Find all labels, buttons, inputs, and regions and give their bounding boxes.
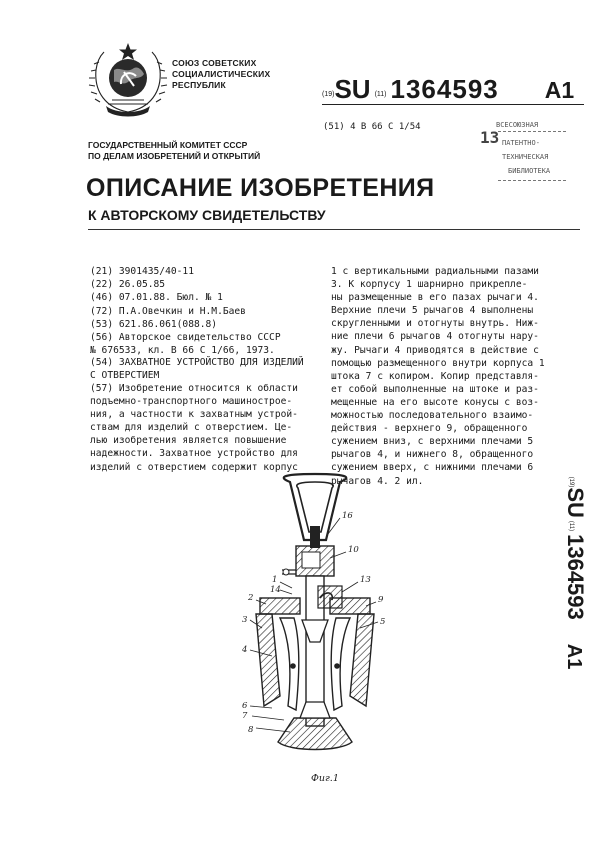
abstract-line: ствам для изделий с отверстием. Це- [90,422,293,434]
country-line-1: СОЮЗ СОВЕТСКИХ [172,58,257,68]
abstract-line: 3. К корпусу 1 шарнирно прикрепле- [331,279,528,291]
ussr-emblem [88,40,168,118]
fig-label-13: 13 [360,575,371,585]
abstract-line: сужением вниз, с верхними плечами 5 [331,436,534,448]
patent-number-line [322,74,574,105]
abstract-left-column [90,382,298,474]
abstract-line: подъемно-транспортного машинострое- [90,396,293,408]
biblio-line: (46) 07.01.88. Бюл. № 1 [90,292,223,304]
document-title: ОПИСАНИЕ ИЗОБРЕТЕНИЯ [86,174,435,202]
patent-number: 1364593 [390,74,499,104]
kind-code: A1 [544,77,575,103]
country-line-3: РЕСПУБЛИК [172,80,226,90]
biblio-line: (21) 3901435/40-11 [90,266,194,277]
abstract-line: жу. Рычаги 4 приводятся в действие с [331,344,539,356]
abstract-line: рычагов 4. 2 ил. [331,475,424,487]
fig-label-1: 1 [272,575,278,585]
stamp-line-1: ВСЕСОЮЗНАЯ [496,121,539,129]
side-code-19: (19) [568,476,574,488]
stamp-line-2: ПАТЕНТНО- [502,139,540,147]
stamp-rule-bottom [498,180,566,181]
fig-label-16: 16 [342,511,353,521]
code-19: (19) [322,91,335,98]
invention-title-line-1: (54) ЗАХВАТНОЕ УСТРОЙСТВО ДЛЯ ИЗДЕЛИЙ [90,357,304,368]
figure-1-drawing [220,470,410,790]
abstract-line: изделий с отверстием содержит корпус [90,461,298,473]
library-stamp [470,118,578,192]
code-11: (11) [374,91,387,98]
country-name [172,58,270,91]
biblio-line: (56) Авторское свидетельство СССР [90,332,281,344]
fig-label-10: 10 [348,545,359,555]
side-patent-number [560,448,590,698]
biblio-line: № 676533, кл. В 66 С 1/66, 1973. [90,345,275,357]
stamp-line-4: БИБЛИОТЕКА [508,167,551,175]
figure-caption: Фиг.1 [311,773,339,784]
fig-label-4: 4 [242,645,248,655]
patent-underline [322,104,584,105]
fig-label-3: 3 [242,615,248,625]
title-rule [88,229,580,230]
abstract-line: ны размещенные в его пазах рычаги 4. [331,292,539,304]
handle-pin [310,526,320,548]
ipc-classification: (51) 4 В 66 С 1/54 [323,122,421,132]
abstract-line: ния, а частности к захватным устрой- [90,409,298,421]
abstract-line: лью изобретения является повышение [90,435,287,447]
abstract-line: мещенные на его высоте конусы с воз- [331,396,539,408]
fig-label-5: 5 [380,617,386,627]
abstract-line: скругленными и отогнуты внутрь. Ниж- [331,318,539,330]
side-code-11: (11) [568,520,574,532]
side-country-code: SU [563,487,588,518]
abstract-right-column [331,265,545,488]
biblio-line: (72) П.А.Овечкин и Н.М.Баев [90,305,246,317]
country-code: SU [334,74,371,104]
abstract-line: ние плечи 6 рычагов 4 отогнуты нару- [331,331,539,343]
side-patent-number-value: 1364593 [563,534,588,620]
country-line-2: СОЦИАЛИСТИЧЕСКИХ [172,69,271,79]
abstract-line: рычагов 4, и нижнего 8, обращенного [331,449,534,461]
fig-label-6: 6 [242,701,248,711]
bibliographic-data [90,265,281,357]
abstract-line: надежности. Захватное устройство для [90,448,298,460]
invention-title-line-2: С ОТВЕРСТИЕМ [90,370,160,381]
fig-label-9: 9 [378,595,384,605]
document-subtitle: К АВТОРСКОМУ СВИДЕТЕЛЬСТВУ [88,207,326,223]
biblio-line: (53) 621.86.061(088.8) [90,318,218,330]
biblio-line: (22) 26.05.85 [90,279,166,291]
abstract-line: штока 7 с копиром. Копир представля- [331,370,539,382]
abstract-line: помощью размещенного внутри корпуса 1 [331,357,545,369]
committee-line-2: ПО ДЕЛАМ ИЗОБРЕТЕНИЙ И ОТКРЫТИЙ [88,151,261,161]
side-kind-code: A1 [563,643,585,670]
stamp-number: 13 [480,128,500,147]
stamp-line-3: ТЕХНИЧЕСКАЯ [502,153,549,161]
abstract-line: 1 с вертикальными радиальными пазами [331,266,539,277]
fig-label-7: 7 [242,711,248,721]
fig-label-14: 14 [270,585,281,595]
abstract-line: Верхние плечи 5 рычагов 4 выполнены [331,305,534,317]
stamp-rule [498,131,566,132]
abstract-line: действия - верхнего 9, обращенного [331,423,528,435]
fig-label-2: 2 [248,593,254,603]
committee-line-1: ГОСУДАРСТВЕННЫЙ КОМИТЕТ СССР [88,140,248,150]
fig-label-8: 8 [248,725,254,735]
abstract-line: сужением вверх, с нижними плечами 6 [331,462,534,474]
abstract-line: ет собой выполненные на штоке и раз- [331,383,539,395]
invention-title [90,356,304,382]
committee-name [88,140,260,162]
abstract-line: можностью последовательного взаимо- [331,410,534,422]
abstract-line: (57) Изобретение относится к области [90,383,298,394]
